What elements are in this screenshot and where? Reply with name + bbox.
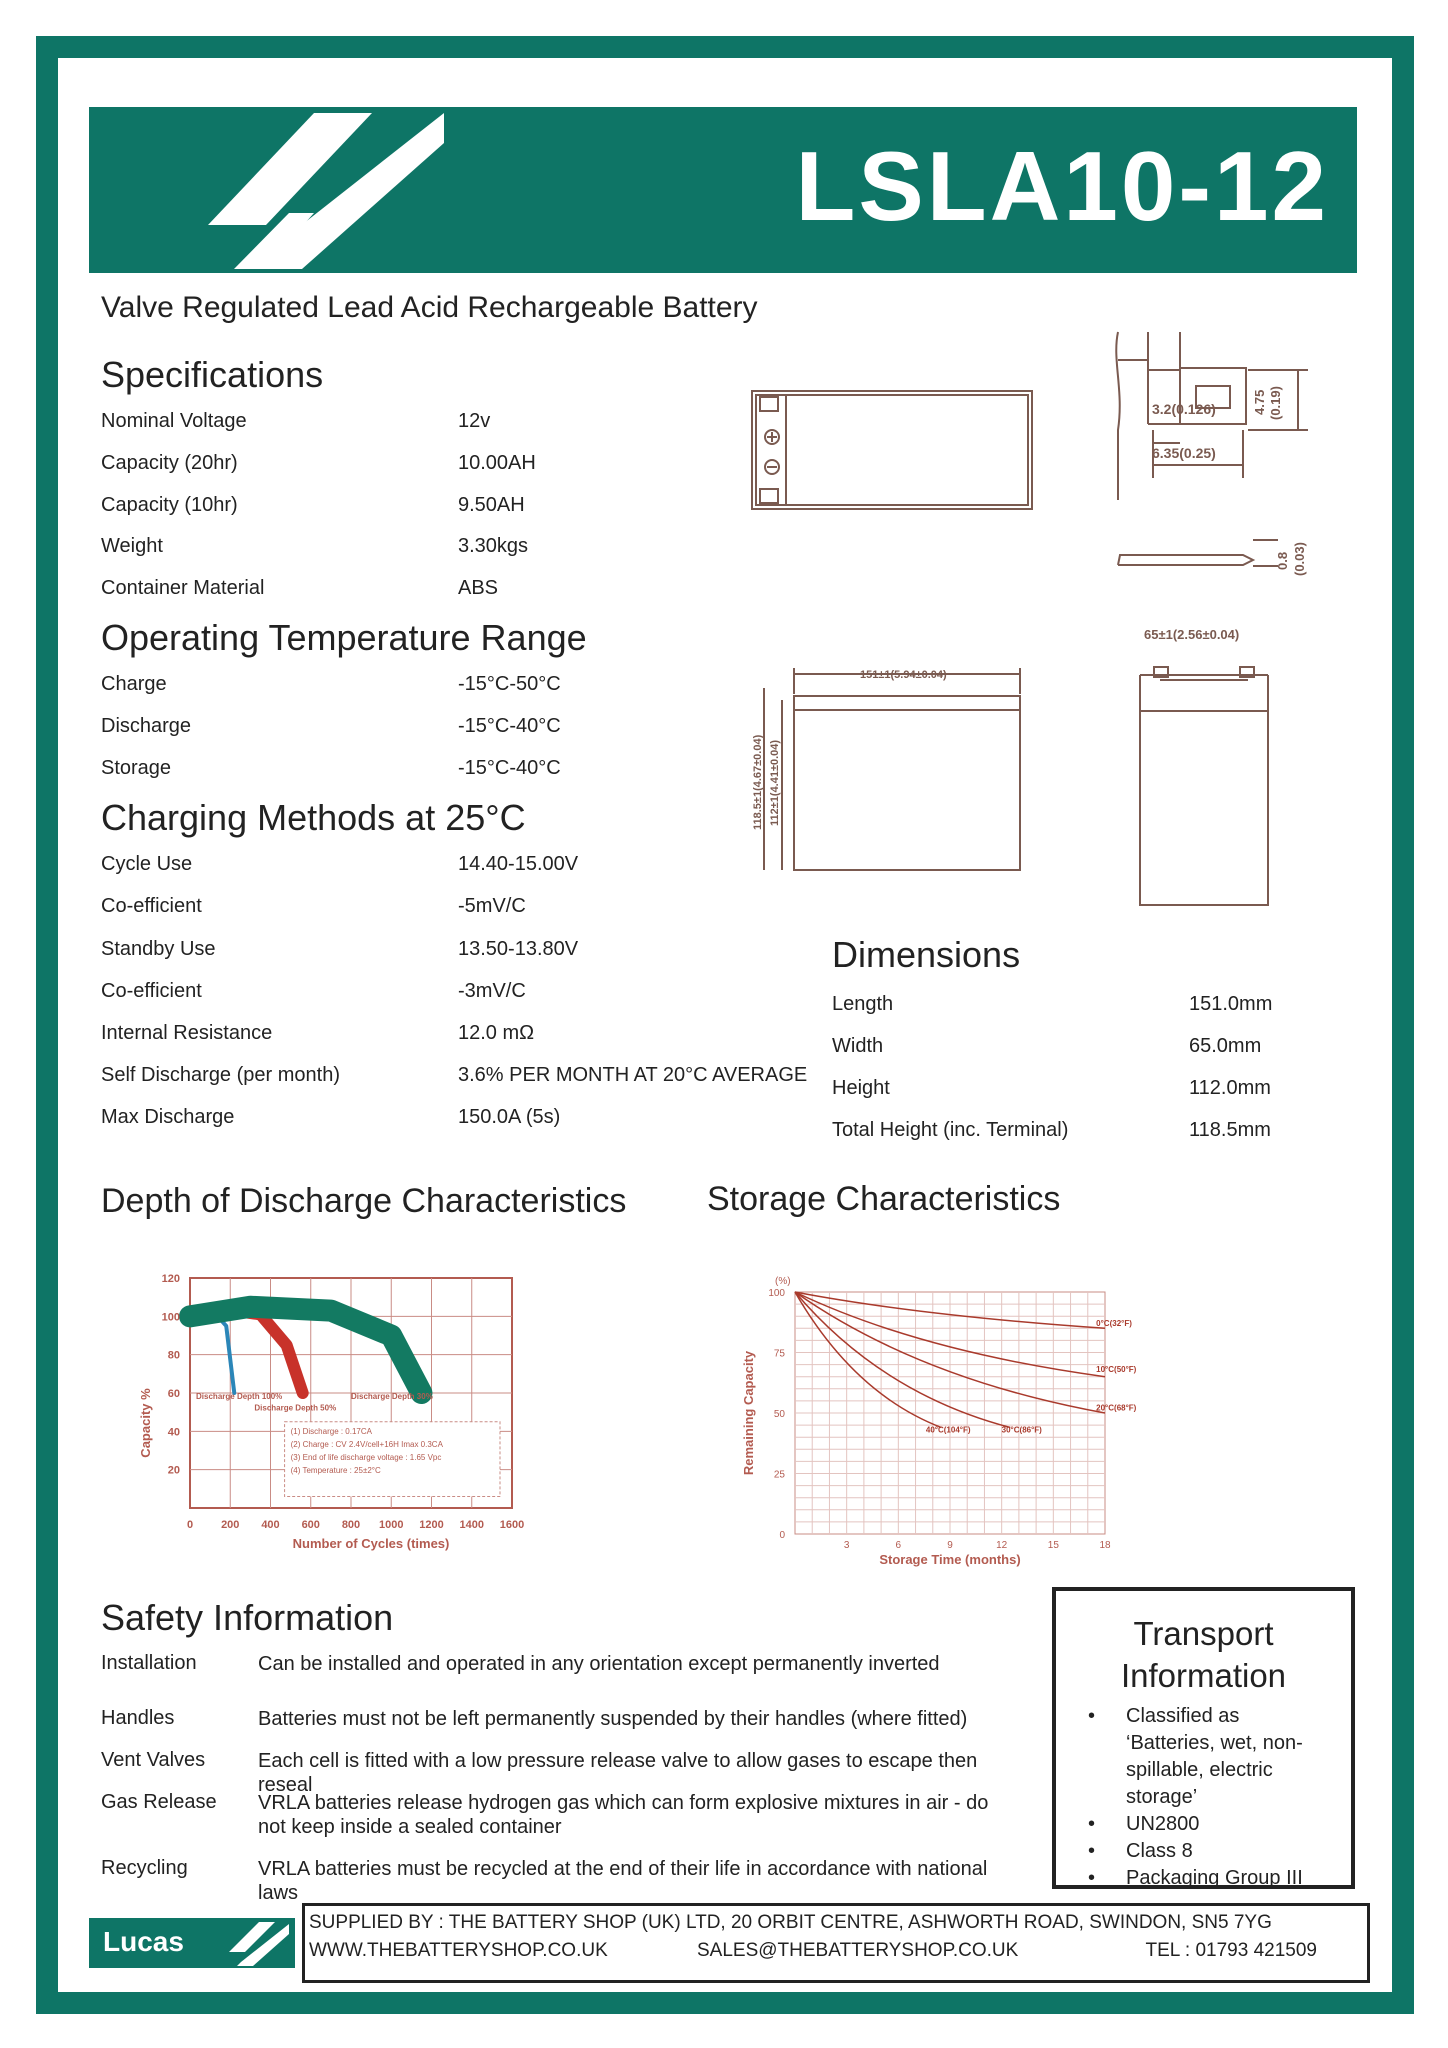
header-banner	[89, 107, 1357, 273]
supplier-email-link[interactable]: SALES@THEBATTERYSHOP.CO.UK	[697, 1940, 1019, 1961]
dimension-label: Width	[832, 1035, 884, 1057]
terminal-height-inch-label: (0.19)	[1268, 386, 1283, 420]
charging-value: 14.40-15.00V	[458, 853, 579, 875]
total-height-dimension-label: 118.5±1(4.67±0.04)	[752, 734, 764, 830]
footer-brand-logo	[89, 1918, 295, 1968]
dod-chart-title: Depth of Discharge Characteristics	[101, 1182, 627, 1220]
transport-item: • Class 8	[1126, 1838, 1326, 1865]
safety-value: Can be installed and operated in any orientation except permanently inverted	[258, 1653, 940, 1675]
specifications-heading: Specifications	[101, 354, 324, 395]
dod-x-tick-label: 1200	[419, 1519, 444, 1531]
battery-side-view-diagram	[1130, 625, 1280, 915]
storage-y-unit-label: (%)	[775, 1276, 791, 1287]
transport-item: • Packaging Group III	[1126, 1865, 1326, 1892]
dod-x-tick-label: 200	[221, 1519, 240, 1531]
dod-y-axis-label: Capacity %	[138, 1388, 153, 1458]
storage-x-tick-label: 6	[895, 1540, 902, 1551]
spec-value: 12v	[458, 410, 491, 432]
transport-item: • UN2800	[1126, 1811, 1326, 1838]
storage-series-label: 10°C(50°F)	[1096, 1364, 1137, 1374]
dod-note: (3) End of life discharge voltage : 1.65 Vpc	[290, 1452, 442, 1462]
battery-front-view-diagram	[748, 662, 1036, 874]
spec-label: Nominal Voltage	[101, 410, 247, 432]
terminal-thickness-label: 0.8	[1275, 551, 1290, 570]
dimension-value: 65.0mm	[1189, 1035, 1262, 1057]
safety-value: VRLA batteries release hydrogen gas which can form explosive mixtures in air - do not keep inside a sealed container	[258, 1792, 989, 1838]
charging-value: 3.6% PER MONTH AT 20°C AVERAGE	[458, 1064, 808, 1086]
dod-series-label: Discharge Depth 30%	[351, 1391, 433, 1401]
safety-heading: Safety Information	[101, 1597, 394, 1638]
dod-x-tick-label: 0	[186, 1519, 194, 1531]
battery-top-view-diagram	[746, 385, 1036, 515]
spec-value: 9.50AH	[458, 494, 525, 516]
dod-x-axis-label: Number of Cycles (times)	[292, 1536, 450, 1551]
temperature-label: Storage	[101, 757, 172, 779]
storage-series-label: 0°C(32°F)	[1096, 1318, 1132, 1328]
dod-chart	[130, 1260, 540, 1570]
charging-label: Max Discharge	[101, 1106, 235, 1128]
dod-note: (2) Charge : CV 2.4V/cell+16H Imax 0.3CA	[290, 1439, 443, 1449]
dimension-label: Total Height (inc. Terminal)	[832, 1119, 1069, 1141]
supplier-website-link[interactable]: WWW.THEBATTERYSHOP.CO.UK	[309, 1940, 608, 1961]
model-number: LSLA10-12	[795, 131, 1329, 241]
transport-list	[1056, 1703, 1326, 1892]
temperature-heading: Operating Temperature Range	[101, 617, 587, 658]
temperature-value: -15°C-40°C	[458, 757, 561, 779]
storage-y-axis-label: Remaining Capacity	[741, 1350, 756, 1476]
storage-y-tick-label: 0	[779, 1530, 785, 1541]
terminal-tab-label: 3.2(0.126)	[1152, 401, 1216, 417]
safety-label: Installation	[101, 1652, 197, 1674]
safety-value: Batteries must not be left permanently suspended by their handles (where fitted)	[258, 1708, 968, 1730]
storage-x-tick-label: 3	[843, 1540, 850, 1551]
dod-y-tick-label: 40	[167, 1426, 180, 1439]
transport-title-line2: Information	[1120, 1657, 1287, 1694]
spec-value: ABS	[458, 577, 499, 599]
storage-x-tick-label: 18	[1099, 1540, 1111, 1551]
transport-title	[1056, 1613, 1351, 1697]
lucas-logo-icon	[194, 113, 444, 269]
dimension-value: 112.0mm	[1189, 1077, 1271, 1099]
brand-name: Lucas	[103, 1926, 184, 1957]
terminal-height-label: 4.75	[1252, 389, 1267, 415]
transport-item: • Classified as ‘Batteries, wet, non-spillable, electric storage’	[1126, 1703, 1326, 1811]
charging-value: 12.0 mΩ	[458, 1022, 535, 1044]
terminal-detail-diagram	[1108, 330, 1328, 580]
storage-x-tick-label: 15	[1047, 1540, 1059, 1551]
dod-x-tick-label: 800	[341, 1519, 361, 1531]
lucas-mark-icon	[219, 1922, 289, 1966]
storage-x-tick-label: 12	[996, 1540, 1008, 1551]
spec-label: Capacity (20hr)	[101, 452, 238, 474]
dimension-label: Length	[832, 993, 894, 1015]
dod-x-tick-label: 1600	[499, 1519, 525, 1531]
supplier-address: SUPPLIED BY : THE BATTERY SHOP (UK) LTD, 20 ORBIT CENTRE, ASHWORTH ROAD, SWINDON, SN5 7YG	[309, 1912, 1272, 1933]
dod-x-tick-label: 600	[301, 1519, 320, 1531]
dod-note: (4) Temperature : 25±2°C	[290, 1465, 381, 1475]
charging-label: Standby Use	[101, 938, 216, 960]
terminal-width-label: 6.35(0.25)	[1152, 445, 1216, 461]
dod-series-label: Discharge Depth 50%	[254, 1403, 337, 1413]
charging-label: Cycle Use	[101, 853, 193, 875]
dod-y-tick-label: 80	[167, 1349, 180, 1362]
supplier-box	[302, 1903, 1370, 1983]
transport-info-box	[1052, 1587, 1355, 1889]
dimension-value: 151.0mm	[1189, 993, 1273, 1015]
temperature-value: -15°C-40°C	[458, 715, 561, 737]
dod-x-tick-label: 1000	[379, 1519, 404, 1531]
length-dimension-label: 151±1(5.94±0.04)	[860, 669, 947, 681]
dod-y-tick-label: 100	[161, 1311, 180, 1324]
storage-series-label: 40°C(104°F)	[925, 1425, 971, 1435]
height-dimension-label: 112±1(4.41±0.04)	[769, 739, 781, 826]
spec-label: Container Material	[101, 577, 265, 599]
storage-y-tick-label: 75	[773, 1348, 785, 1360]
storage-series-label: 20°C(68°F)	[1096, 1403, 1137, 1413]
storage-chart	[740, 1262, 1137, 1572]
safety-value: Each cell is fitted with a low pressure release valve to allow gases to escape then reseal	[258, 1750, 978, 1796]
safety-label: Recycling	[101, 1857, 188, 1879]
temperature-value: -15°C-50°C	[458, 673, 561, 695]
charging-value: -3mV/C	[458, 980, 526, 1002]
storage-y-tick-label: 50	[773, 1409, 785, 1420]
storage-x-tick-label: 9	[947, 1540, 953, 1551]
supplier-phone: TEL : 01793 421509	[1145, 1940, 1317, 1961]
safety-label: Handles	[101, 1707, 175, 1729]
storage-x-axis-label: Storage Time (months)	[879, 1552, 1021, 1567]
charging-heading: Charging Methods at 25°C	[101, 797, 526, 838]
dimensions-heading: Dimensions	[832, 934, 1021, 975]
charging-value: 150.0A (5s)	[458, 1106, 561, 1128]
dod-x-tick-label: 400	[261, 1519, 280, 1531]
charging-label: Co-efficient	[101, 895, 202, 917]
charging-label: Co-efficient	[101, 980, 202, 1002]
charging-label: Self Discharge (per month)	[101, 1064, 340, 1086]
dod-y-tick-label: 120	[161, 1273, 180, 1285]
safety-label: Vent Valves	[101, 1749, 206, 1771]
dod-series-label: Discharge Depth 100%	[196, 1391, 283, 1401]
transport-title-line1: Transport	[1133, 1615, 1274, 1652]
dod-y-tick-label: 20	[167, 1464, 180, 1477]
spec-value: 3.30kgs	[458, 535, 529, 557]
spec-label: Weight	[101, 535, 163, 557]
spec-label: Capacity (10hr)	[101, 494, 238, 516]
temperature-label: Discharge	[101, 715, 192, 737]
storage-chart-title: Storage Characteristics	[707, 1180, 1061, 1218]
safety-label: Gas Release	[101, 1791, 217, 1813]
charging-value: -5mV/C	[458, 895, 526, 917]
dod-note: (1) Discharge : 0.17CA	[290, 1426, 372, 1436]
dimension-value: 118.5mm	[1189, 1119, 1271, 1141]
safety-value: VRLA batteries must be recycled at the end of their life in accordance with national laws	[258, 1858, 988, 1904]
product-subtitle: Valve Regulated Lead Acid Rechargeable Battery	[101, 291, 758, 324]
storage-y-tick-label: 25	[773, 1469, 785, 1481]
storage-series-label: 30°C(86°F)	[1001, 1425, 1042, 1435]
terminal-thickness-inch-label: (0.03)	[1292, 542, 1307, 576]
storage-y-tick-label: 100	[768, 1288, 785, 1299]
dod-y-tick-label: 60	[167, 1388, 180, 1400]
dod-x-tick-label: 1400	[459, 1519, 484, 1531]
spec-value: 10.00AH	[458, 452, 536, 474]
dimension-label: Height	[832, 1077, 890, 1099]
width-dimension-label: 65±1(2.56±0.04)	[1144, 627, 1240, 642]
charging-value: 13.50-13.80V	[458, 938, 579, 960]
temperature-label: Charge	[101, 673, 167, 695]
charging-label: Internal Resistance	[101, 1022, 273, 1044]
